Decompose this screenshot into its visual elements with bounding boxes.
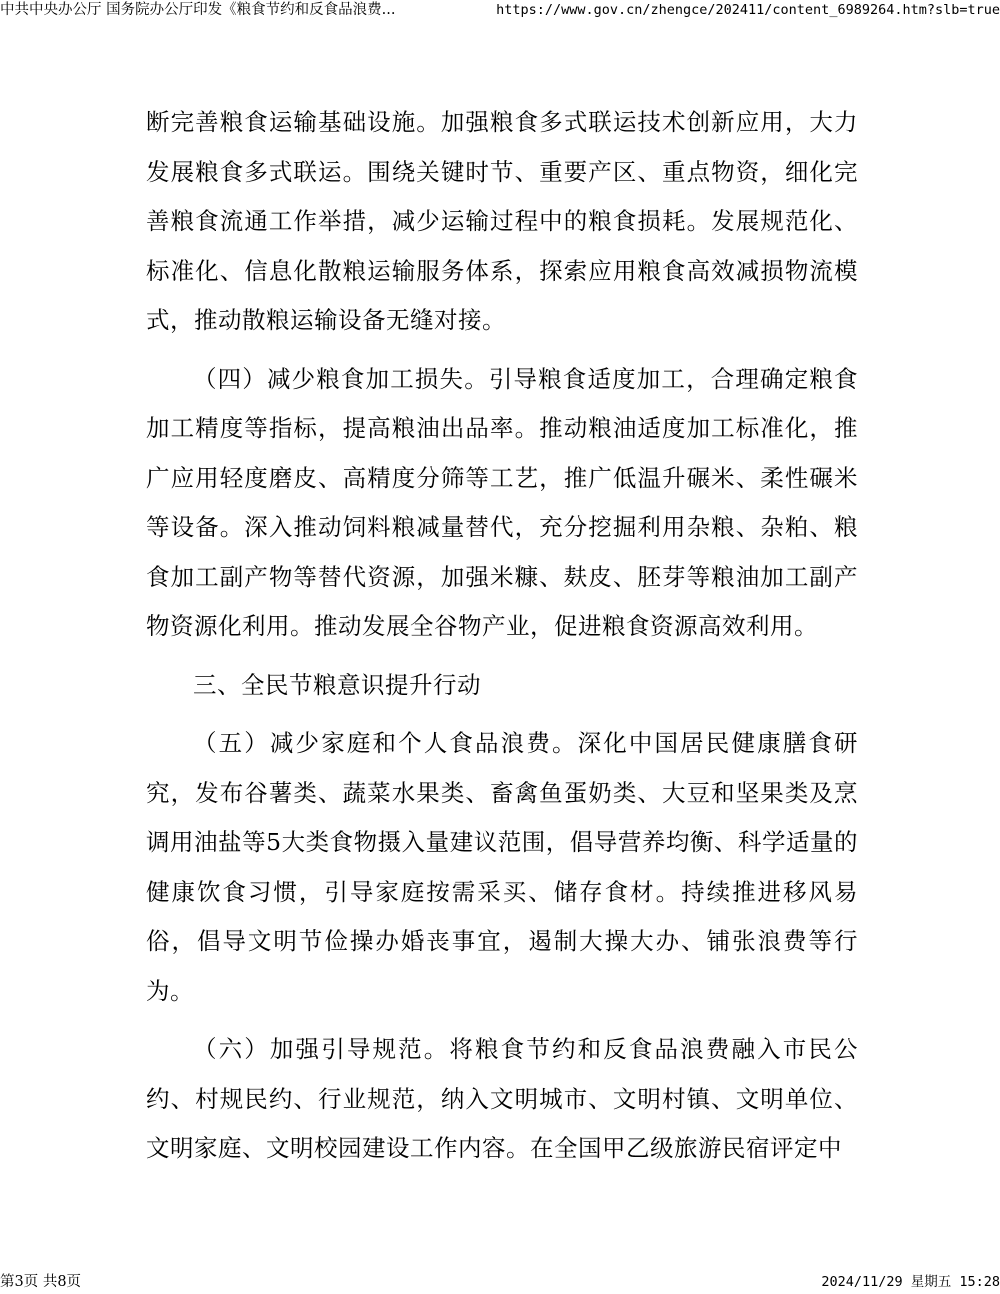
print-footer	[0, 1272, 1000, 1292]
print-datetime: 2024/11/29 星期五 15:28	[821, 1274, 1000, 1290]
paragraph-section-6: （六）加强引导规范。将粮食节约和反食品浪费融入市民公约、村规民约、行业规范，纳入文明城市、文明村镇、文明单位、文明家庭、文明校园建设工作内容。在全国甲乙级旅游民宿评定中	[146, 1035, 858, 1162]
print-header	[0, 0, 1000, 20]
paragraph-section-4: （四）减少粮食加工损失。引导粮食适度加工，合理确定粮食加工精度等指标，提高粮油出品率。推动粮油适度加工标准化，推广应用轻度磨皮、高精度分筛等工艺，推广低温升碾米、柔性碾米等设备。深入推动饲料粮减量替代，充分挖掘利用杂粮、杂粕、粮食加工副产物等替代资源，加强米糠、麸皮、胚芽等粮油加工副产物资源化利用。推动发展全谷物产业，促进粮食资源高效利用。	[146, 364, 858, 640]
print-header-url: https://www.gov.cn/zhengce/202411/content_6989264.htm?slb=true	[496, 2, 1000, 18]
print-header-title: 中共中央办公厅 国务院办公厅印发《粮食节约和反食品浪费...	[0, 2, 396, 18]
paragraph-continued: 断完善粮食运输基础设施。加强粮食多式联运技术创新应用，大力发展粮食多式联运。围绕关键时节、重要产区、重点物资，细化完善粮食流通工作举措，减少运输过程中的粮食损耗。发展规范化、标准化、信息化散粮运输服务体系，探索应用粮食高效减损物流模式，推动散粮运输设备无缝对接。	[146, 108, 858, 334]
section-heading-3: 三、全民节粮意识提升行动	[193, 670, 481, 699]
page-number: 第3页 共8页	[0, 1274, 82, 1290]
document-body	[146, 98, 858, 1174]
paragraph-section-5: （五）减少家庭和个人食品浪费。深化中国居民健康膳食研究，发布谷薯类、蔬菜水果类、畜禽鱼蛋奶类、大豆和坚果类及烹调用油盐等5大类食物摄入量建议范围，倡导营养均衡、科学适量的健康饮食习惯，引导家庭按需采买、储存食材。持续推进移风易俗，倡导文明节俭操办婚丧事宜，遏制大操大办、铺张浪费等行为。	[146, 729, 858, 1005]
